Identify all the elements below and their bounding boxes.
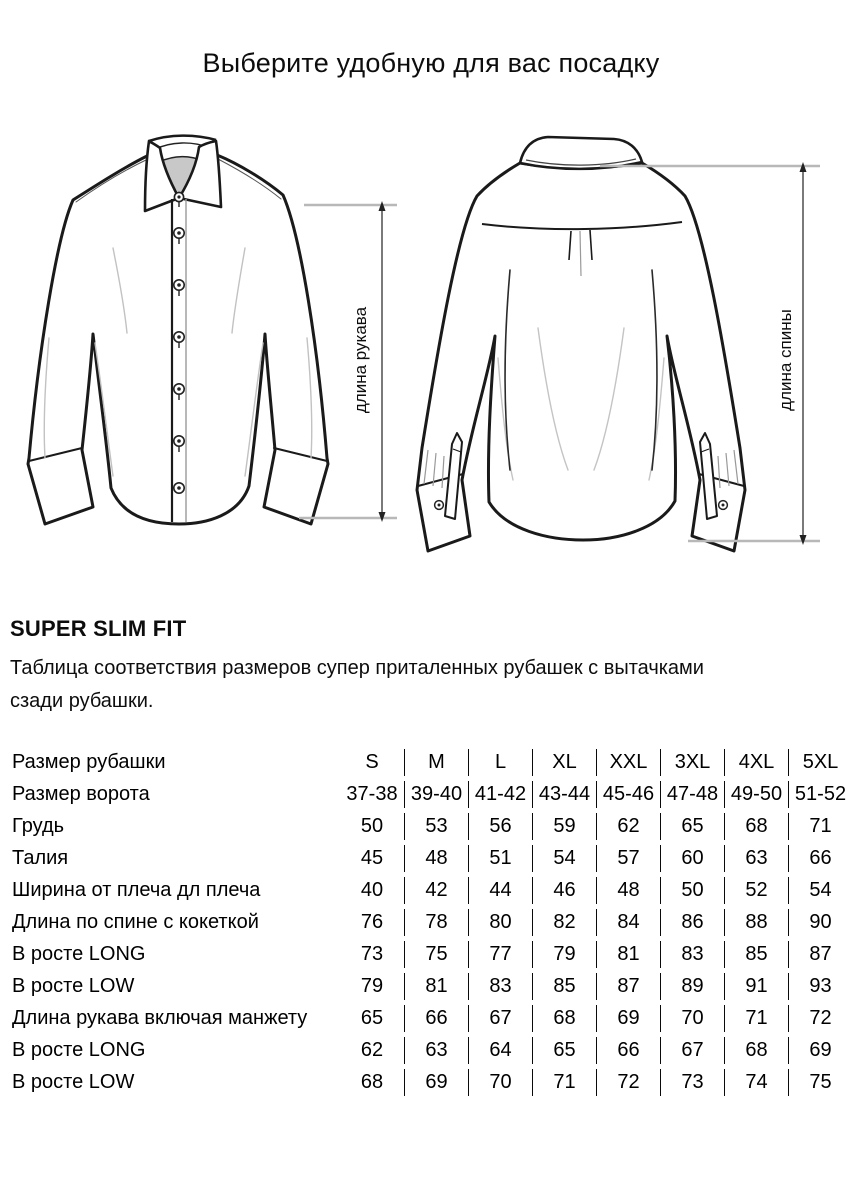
size-cell: 51-52 xyxy=(788,781,852,808)
size-cell: 72 xyxy=(596,1069,660,1096)
size-cell: M xyxy=(404,749,468,776)
size-cell: 88 xyxy=(724,909,788,936)
shirt-diagram xyxy=(0,110,862,580)
size-cell: 53 xyxy=(404,813,468,840)
size-cell: 70 xyxy=(660,1005,724,1032)
size-cell: 68 xyxy=(724,813,788,840)
size-cell: 46 xyxy=(532,877,596,904)
size-table-body xyxy=(10,749,852,1096)
size-cell: 62 xyxy=(596,813,660,840)
size-cell: 93 xyxy=(788,973,852,1000)
size-cell: 74 xyxy=(724,1069,788,1096)
size-cell: 72 xyxy=(788,1005,852,1032)
size-cell: 69 xyxy=(596,1005,660,1032)
size-cell: XL xyxy=(532,749,596,776)
size-cell: 75 xyxy=(404,941,468,968)
size-cell: S xyxy=(365,751,379,773)
size-cell: 64 xyxy=(468,1037,532,1064)
size-cell: 85 xyxy=(532,973,596,1000)
size-cell: 76 xyxy=(360,911,384,933)
table-row xyxy=(10,909,852,936)
row-label: В росте LONG xyxy=(12,943,146,965)
size-cell: 69 xyxy=(404,1069,468,1096)
size-cell: 85 xyxy=(724,941,788,968)
sleeve-length-arrow-icon xyxy=(296,198,400,524)
size-cell: 78 xyxy=(404,909,468,936)
size-cell: 83 xyxy=(468,973,532,1000)
size-cell: 5XL xyxy=(788,749,852,776)
size-cell: 54 xyxy=(532,845,596,872)
size-cell: 48 xyxy=(404,845,468,872)
size-cell: 67 xyxy=(468,1005,532,1032)
size-cell: 65 xyxy=(532,1037,596,1064)
size-cell: 51 xyxy=(468,845,532,872)
size-cell: 49-50 xyxy=(724,781,788,808)
size-cell: 50 xyxy=(360,815,384,837)
page-title: Выберите удобную для вас посадку xyxy=(202,48,660,78)
size-cell: 75 xyxy=(788,1069,852,1096)
table-row xyxy=(10,749,852,776)
size-cell: 68 xyxy=(360,1071,384,1093)
size-cell: 87 xyxy=(596,973,660,1000)
size-cell: 52 xyxy=(724,877,788,904)
size-cell: 57 xyxy=(596,845,660,872)
size-cell: 71 xyxy=(532,1069,596,1096)
size-cell: 67 xyxy=(660,1037,724,1064)
row-label: Грудь xyxy=(12,815,65,837)
size-cell: 59 xyxy=(532,813,596,840)
size-cell: 68 xyxy=(532,1005,596,1032)
table-row xyxy=(10,1005,852,1032)
row-label: Талия xyxy=(12,847,69,869)
size-cell: 56 xyxy=(468,813,532,840)
fit-description-line-2: сзади рубашки. xyxy=(10,690,154,712)
size-cell: 47-48 xyxy=(660,781,724,808)
size-cell: 69 xyxy=(788,1037,852,1064)
row-label: В росте LONG xyxy=(12,1039,146,1061)
size-cell: 70 xyxy=(468,1069,532,1096)
size-cell: 43-44 xyxy=(532,781,596,808)
size-cell: 48 xyxy=(596,877,660,904)
size-cell: 40 xyxy=(360,879,384,901)
size-cell: 81 xyxy=(596,941,660,968)
table-row xyxy=(10,1069,852,1096)
fit-description-line-1: Таблица соответствия размеров супер приталенных рубашек с вытачками xyxy=(10,657,704,679)
row-label: Размер ворота xyxy=(12,783,150,805)
table-row xyxy=(10,941,852,968)
size-cell: 91 xyxy=(724,973,788,1000)
back-length-label: длина спины xyxy=(776,309,795,411)
size-cell: 60 xyxy=(660,845,724,872)
size-cell: 81 xyxy=(404,973,468,1000)
size-cell: 62 xyxy=(360,1039,384,1061)
table-row xyxy=(10,813,852,840)
table-row xyxy=(10,781,852,808)
row-label: Ширина от плеча дл плеча xyxy=(12,879,261,901)
size-cell: 79 xyxy=(360,975,384,997)
size-cell: 63 xyxy=(724,845,788,872)
size-cell: L xyxy=(468,749,532,776)
size-cell: 71 xyxy=(724,1005,788,1032)
size-cell: 3XL xyxy=(660,749,724,776)
size-cell: 89 xyxy=(660,973,724,1000)
size-cell: 45-46 xyxy=(596,781,660,808)
size-cell: 41-42 xyxy=(468,781,532,808)
size-cell: 86 xyxy=(660,909,724,936)
size-cell: 66 xyxy=(596,1037,660,1064)
size-cell: 73 xyxy=(660,1069,724,1096)
size-cell: 66 xyxy=(788,845,852,872)
size-cell: 63 xyxy=(404,1037,468,1064)
size-cell: XXL xyxy=(596,749,660,776)
size-cell: 68 xyxy=(724,1037,788,1064)
size-cell: 73 xyxy=(360,943,384,965)
fit-description xyxy=(10,652,830,718)
size-cell: 71 xyxy=(788,813,852,840)
size-cell: 65 xyxy=(360,1007,384,1029)
size-cell: 82 xyxy=(532,909,596,936)
size-cell: 39-40 xyxy=(404,781,468,808)
size-cell: 77 xyxy=(468,941,532,968)
size-cell: 90 xyxy=(788,909,852,936)
size-cell: 66 xyxy=(404,1005,468,1032)
row-label: В росте LOW xyxy=(12,975,135,997)
table-row xyxy=(10,845,852,872)
size-cell: 54 xyxy=(788,877,852,904)
size-cell: 45 xyxy=(360,847,384,869)
size-cell: 79 xyxy=(532,941,596,968)
size-cell: 84 xyxy=(596,909,660,936)
size-cell: 44 xyxy=(468,877,532,904)
row-label: Размер рубашки xyxy=(12,751,166,773)
table-row xyxy=(10,877,852,904)
size-cell: 4XL xyxy=(724,749,788,776)
size-cell: 42 xyxy=(404,877,468,904)
table-row xyxy=(10,973,852,1000)
fit-name-heading: SUPER SLIM FIT xyxy=(10,616,187,641)
size-cell: 80 xyxy=(468,909,532,936)
size-cell: 87 xyxy=(788,941,852,968)
size-cell: 83 xyxy=(660,941,724,968)
table-row xyxy=(10,1037,852,1064)
row-label: Длина рукава включая манжету xyxy=(12,1007,308,1029)
size-table xyxy=(10,744,852,1101)
size-cell: 65 xyxy=(660,813,724,840)
row-label: В росте LOW xyxy=(12,1071,135,1093)
size-cell: 50 xyxy=(660,877,724,904)
size-cell: 37-38 xyxy=(346,783,398,805)
sleeve-length-label: длина рукава xyxy=(351,306,370,414)
row-label: Длина по спине с кокеткой xyxy=(12,911,259,933)
